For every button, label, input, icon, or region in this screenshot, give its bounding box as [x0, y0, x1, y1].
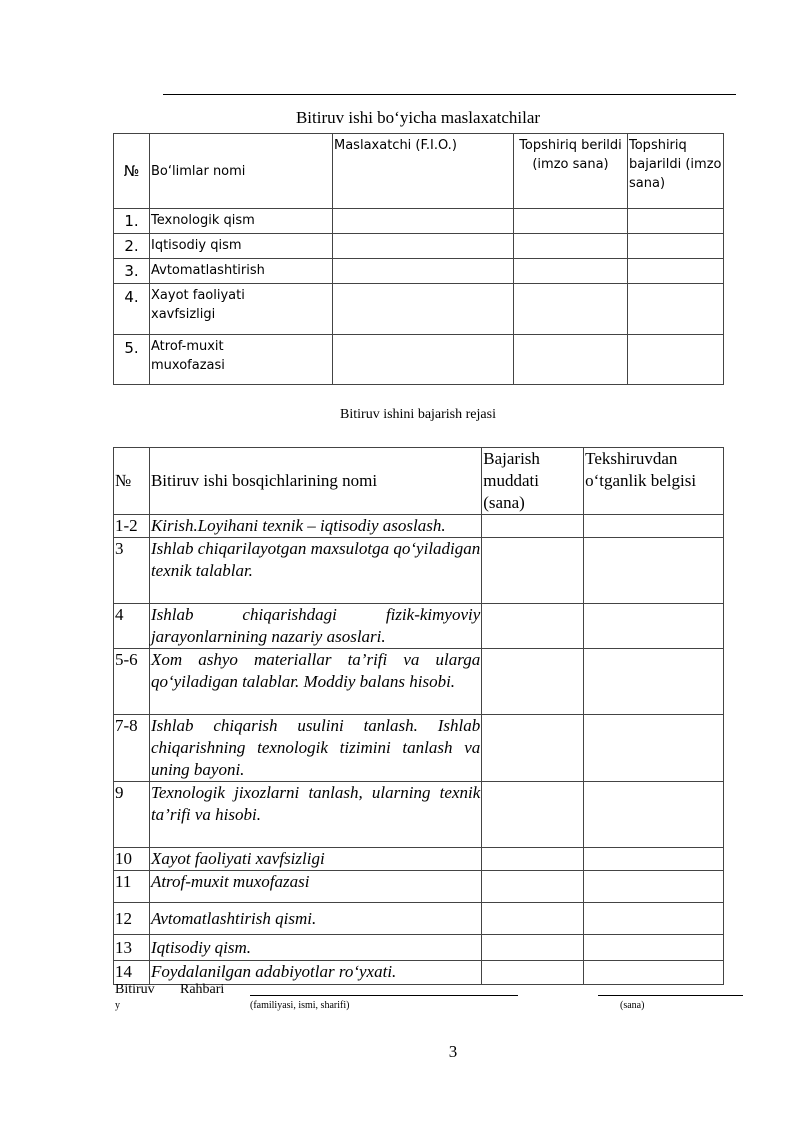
row-section-text: Xayot faoliyati xavfsizligi	[151, 288, 245, 322]
signature-label-y: y	[115, 1000, 120, 1011]
row-num: 4	[114, 604, 150, 649]
row-done-cell	[628, 234, 724, 259]
header-num: №	[114, 448, 150, 515]
signature-date-caption: (sana)	[620, 1000, 645, 1011]
row-check-cell	[584, 903, 724, 935]
row-section-text: Atrof-muxit muxofazasi	[151, 339, 225, 373]
row-num: 12	[114, 903, 150, 935]
row-done-cell	[628, 335, 724, 385]
row-deadline-cell	[482, 935, 584, 961]
table-row	[114, 961, 724, 985]
row-consultant-cell	[333, 335, 514, 385]
row-given-cell	[514, 259, 628, 284]
table-row	[114, 903, 724, 935]
row-deadline-cell	[482, 604, 584, 649]
table-row	[114, 871, 724, 903]
row-num: 11	[114, 871, 150, 903]
row-num: 14	[114, 961, 150, 985]
row-given-cell	[514, 234, 628, 259]
row-check-cell	[584, 604, 724, 649]
row-stage: Xom ashyo materiallar ta’rifi va ularga qo‘yiladigan talablar. Moddiy balans hisobi.	[149, 649, 481, 715]
row-stage: Ishlab chiqarish usulini tanlash. Ishlab chiqarishning texnologik tizimini tanlash va uning bayoni.	[149, 715, 481, 782]
header-deadline: Bajarish muddati (sana)	[482, 448, 584, 515]
header-given: Topshiriq berildi (imzo sana)	[514, 134, 628, 209]
row-consultant-cell	[333, 234, 514, 259]
plan-table	[113, 447, 724, 985]
signature-label-rahbari: Rahbari	[180, 982, 225, 997]
row-deadline-cell	[482, 538, 584, 604]
page-number: 3	[448, 1042, 458, 1061]
row-section: Iqtisodiy qism	[150, 234, 333, 259]
row-done-cell	[628, 259, 724, 284]
row-num: 5-6	[114, 649, 150, 715]
header-consultant: Maslaxatchi (F.I.O.)	[333, 134, 514, 209]
row-check-cell	[584, 782, 724, 848]
row-check-cell	[584, 848, 724, 871]
signature-name-caption: (familiyasi, ismi, sharifi)	[250, 1000, 350, 1011]
row-consultant-cell	[333, 259, 514, 284]
row-done-cell	[628, 284, 724, 335]
row-num: 1-2	[114, 515, 150, 538]
row-num: 9	[114, 782, 150, 848]
table-row	[114, 935, 724, 961]
row-section: Avtomatlashtirish	[150, 259, 333, 284]
row-check-cell	[584, 515, 724, 538]
table-row	[114, 515, 724, 538]
row-section	[150, 335, 333, 385]
table-row	[114, 234, 724, 259]
table-row	[114, 284, 724, 335]
row-stage: Ishlab chiqarishdagi fizik-kimyoviy jarayonlarnining nazariy asoslari.	[149, 604, 481, 649]
row-num: 1.	[114, 209, 150, 234]
row-given-cell	[514, 284, 628, 335]
row-given-cell	[514, 209, 628, 234]
row-stage: Iqtisodiy qism.	[149, 935, 481, 961]
header-section: Bo‘limlar nomi	[150, 134, 333, 209]
signature-name-line	[250, 995, 518, 996]
row-consultant-cell	[333, 284, 514, 335]
table-row	[114, 715, 724, 782]
row-stage: Foydalanilgan adabiyotlar ro‘yxati.	[149, 961, 481, 985]
signature-date-line	[598, 995, 743, 996]
table-header-row	[114, 448, 724, 515]
consultants-title: Bitiruv ishi bo‘yicha maslaxatchilar	[295, 108, 541, 127]
row-done-cell	[628, 209, 724, 234]
consultants-table	[113, 133, 724, 385]
row-consultant-cell	[333, 209, 514, 234]
row-stage: Ishlab chiqarilayotgan maxsulotga qo‘yiladigan texnik talablar.	[149, 538, 481, 604]
header-rule	[163, 94, 736, 95]
row-num: 4.	[114, 284, 150, 335]
table-row	[114, 538, 724, 604]
table-row	[114, 209, 724, 234]
row-check-cell	[584, 935, 724, 961]
row-num: 3.	[114, 259, 150, 284]
row-stage: Atrof-muxit muxofazasi	[149, 871, 481, 903]
row-stage: Avtomatlashtirish qismi.	[149, 903, 481, 935]
row-num: 7-8	[114, 715, 150, 782]
row-stage: Kirish.Loyihani texnik – iqtisodiy asoslash.	[149, 515, 481, 538]
row-check-cell	[584, 649, 724, 715]
row-check-cell	[584, 538, 724, 604]
table-row	[114, 848, 724, 871]
row-section	[150, 284, 333, 335]
row-deadline-cell	[482, 782, 584, 848]
header-num: №	[114, 134, 150, 209]
row-num: 5.	[114, 335, 150, 385]
row-deadline-cell	[482, 871, 584, 903]
table-row	[114, 335, 724, 385]
table-row	[114, 649, 724, 715]
row-stage: Texnologik jixozlarni tanlash, ularning texnik ta’rifi va hisobi.	[149, 782, 481, 848]
row-num: 2.	[114, 234, 150, 259]
row-deadline-cell	[482, 649, 584, 715]
header-check: Tekshiruvdan o‘tganlik belgisi	[584, 448, 724, 515]
row-given-cell	[514, 335, 628, 385]
signature-label-bitiruv: Bitiruv	[115, 982, 155, 997]
row-section: Texnologik qism	[150, 209, 333, 234]
row-deadline-cell	[482, 903, 584, 935]
row-check-cell	[584, 871, 724, 903]
row-stage: Xayot faoliyati xavfsizligi	[149, 848, 481, 871]
row-num: 10	[114, 848, 150, 871]
table-row	[114, 259, 724, 284]
table-row	[114, 782, 724, 848]
row-deadline-cell	[482, 961, 584, 985]
row-num: 3	[114, 538, 150, 604]
row-num: 13	[114, 935, 150, 961]
header-stage: Bitiruv ishi bosqichlarining nomi	[149, 448, 481, 515]
plan-title: Bitiruv ishini bajarish rejasi	[340, 407, 496, 422]
row-deadline-cell	[482, 515, 584, 538]
row-deadline-cell	[482, 715, 584, 782]
row-check-cell	[584, 961, 724, 985]
row-check-cell	[584, 715, 724, 782]
table-header-row	[114, 134, 724, 209]
row-deadline-cell	[482, 848, 584, 871]
header-done: Topshiriq bajarildi (imzo sana)	[628, 134, 724, 209]
table-row	[114, 604, 724, 649]
